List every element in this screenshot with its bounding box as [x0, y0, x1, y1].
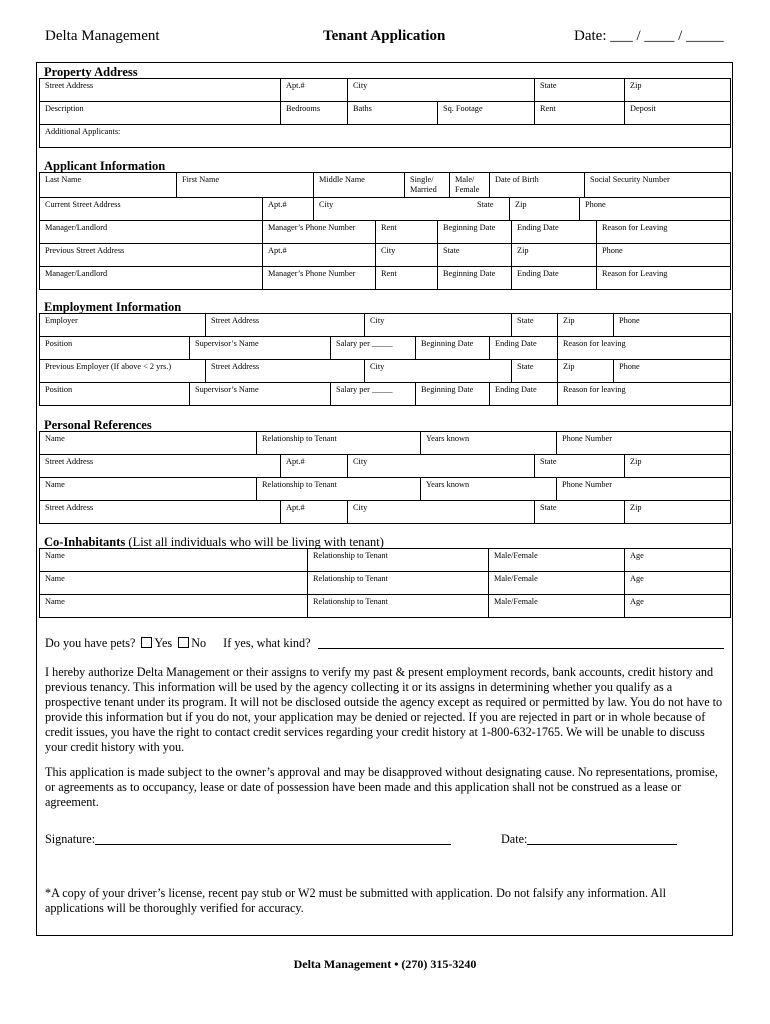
field-gender[interactable]: Male/Female — [488, 549, 624, 571]
field-zip[interactable]: Zip — [624, 501, 730, 523]
section-title-employment: Employment Information — [44, 300, 182, 314]
footer-bullet: • — [394, 957, 399, 971]
form-row — [40, 594, 730, 618]
signature-line — [45, 832, 451, 847]
field-current-street[interactable]: Current Street Address — [45, 200, 121, 209]
form-row — [40, 243, 730, 266]
required-documents-notice: *A copy of your driver’s license, recent pay stub or W2 must be submitted with application. Do not falsify any information. All applications will be thoroughly verified for accuracy. — [45, 886, 666, 915]
field-state[interactable]: State — [511, 314, 557, 336]
field-street-address[interactable]: Street Address — [45, 503, 94, 512]
field-years-known[interactable]: Years known — [420, 432, 556, 454]
field-zip[interactable]: Zip — [511, 244, 596, 266]
footer-company: Delta Management — [293, 957, 392, 971]
field-state[interactable]: State — [437, 244, 511, 266]
field-zip[interactable]: Zip — [624, 455, 730, 477]
section-title-references: Personal References — [44, 418, 152, 432]
field-relationship[interactable]: Relationship to Tenant — [256, 478, 420, 500]
field-apt[interactable]: Apt.# — [280, 501, 347, 523]
field-zip[interactable]: Zip — [557, 314, 613, 336]
authorization-paragraph: I hereby authorize Delta Management or their assigns to verify my past & present employment records, bank accounts, credit history and previous tenancy. This information will be used by the agency collecting it or its assigns in determining whether you qualify as a prospective tenant under its program. It will not be disclosed outside the agency except as required or permitted by law. You do not have to provide this information but if you do not, your application may be denied or rejected. If you are rejected in part or in whole because of credit issues, you have the right to contact credit services regarding your credit history at 1-800-632-1765. We will be unable to discuss your credit history with you. — [45, 665, 723, 754]
field-additional-applicants[interactable]: Additional Applicants: — [45, 127, 121, 136]
pets-question: Do you have pets? — [45, 636, 136, 650]
form-row — [40, 548, 730, 571]
form-row — [40, 101, 730, 124]
field-age[interactable]: Age — [624, 549, 730, 571]
signature-field[interactable] — [95, 844, 451, 845]
section-title-property: Property Address — [44, 65, 138, 79]
field-previous-street[interactable]: Previous Street Address — [45, 246, 125, 255]
company-name: Delta Management — [45, 28, 160, 44]
field-city[interactable]: City — [375, 244, 437, 266]
form-row — [40, 431, 730, 454]
field-position[interactable]: Position — [45, 339, 73, 348]
field-beginning-date[interactable]: Beginning Date — [437, 267, 511, 289]
field-city[interactable]: City — [364, 314, 511, 336]
pets-no-label: No — [191, 636, 207, 650]
field-zip[interactable]: Zip — [509, 198, 579, 220]
field-manager-landlord[interactable]: Manager/Landlord — [45, 269, 108, 278]
field-phone-number[interactable]: Phone Number — [556, 478, 730, 500]
field-phone[interactable]: Phone — [596, 244, 730, 266]
applicant-grid — [39, 172, 731, 290]
field-apt[interactable]: Apt.# — [262, 244, 375, 266]
field-apt[interactable]: Apt.# — [280, 79, 347, 101]
form-row — [40, 336, 730, 359]
form-row — [40, 382, 730, 406]
form-row — [40, 172, 730, 197]
field-name[interactable]: Name — [45, 597, 65, 606]
field-state[interactable]: State — [534, 501, 624, 523]
signature-label: Signature: — [45, 832, 96, 846]
field-name[interactable]: Name — [45, 574, 65, 583]
pets-question-line — [45, 636, 724, 651]
field-marital-status[interactable]: Single/ Married — [404, 173, 449, 197]
field-salary[interactable]: Salary per _____ — [330, 337, 415, 359]
form-row — [40, 220, 730, 243]
field-gender[interactable]: Male/Female — [488, 572, 624, 594]
field-relationship[interactable]: Relationship to Tenant — [256, 432, 420, 454]
field-employer[interactable]: Employer — [45, 316, 78, 325]
field-state[interactable]: State — [534, 455, 624, 477]
field-reason-leaving[interactable]: Reason for Leaving — [596, 221, 730, 243]
field-reason-leaving[interactable]: Reason for Leaving — [596, 267, 730, 289]
field-apt[interactable]: Apt.# — [262, 198, 313, 220]
field-street-address[interactable]: Street Address — [45, 457, 94, 466]
field-reference-name[interactable]: Name — [45, 480, 65, 489]
field-phone[interactable]: Phone — [613, 314, 730, 336]
approval-paragraph: This application is made subject to the owner’s approval and may be disapproved without designating cause. No representations, promise, or agreements as to occupancy, lease or date of possession have been made and this application shall not be construed as a lease or agreement. — [45, 765, 718, 809]
field-baths[interactable]: Baths — [347, 102, 437, 124]
field-gender[interactable]: Male/ Female — [449, 173, 489, 197]
field-deposit[interactable]: Deposit — [624, 102, 730, 124]
field-beginning-date[interactable]: Beginning Date — [415, 337, 489, 359]
field-middle-name[interactable]: Middle Name — [313, 173, 404, 197]
field-date-of-birth[interactable]: Date of Birth — [489, 173, 584, 197]
field-position[interactable]: Position — [45, 385, 73, 394]
form-row — [40, 500, 730, 524]
field-phone[interactable]: Phone — [579, 198, 730, 220]
field-state[interactable]: State — [511, 360, 557, 382]
field-city[interactable]: City — [347, 455, 534, 477]
field-phone-number[interactable]: Phone Number — [556, 432, 730, 454]
field-gender[interactable]: Male/Female — [488, 595, 624, 617]
form-row — [40, 197, 730, 220]
form-row — [40, 266, 730, 290]
signature-date-label: Date: — [501, 832, 528, 846]
footer-phone: (270) 315-3240 — [401, 957, 477, 971]
form-row — [40, 359, 730, 382]
field-supervisor-name[interactable]: Supervisor’s Name — [189, 337, 330, 359]
section-title-applicant: Applicant Information — [44, 159, 166, 173]
field-city[interactable]: City — [347, 79, 534, 101]
header-date-field[interactable]: Date: ___ / ____ / _____ — [574, 28, 724, 44]
field-city[interactable]: City — [364, 360, 511, 382]
field-last-name[interactable]: Last Name — [45, 175, 82, 184]
field-years-known[interactable]: Years known — [420, 478, 556, 500]
form-row — [40, 124, 730, 148]
field-reason-leaving[interactable]: Reason for leaving — [557, 383, 730, 405]
employment-grid — [39, 313, 731, 406]
field-relationship[interactable]: Relationship to Tenant — [307, 595, 488, 617]
pets-no-checkbox[interactable] — [178, 637, 189, 648]
field-city[interactable]: City — [347, 501, 534, 523]
page-footer — [0, 957, 770, 972]
field-previous-employer[interactable]: Previous Employer (If above < 2 yrs.) — [45, 362, 172, 371]
field-salary[interactable]: Salary per _____ — [330, 383, 415, 405]
field-street-address[interactable]: Street Address — [205, 314, 364, 336]
field-first-name[interactable]: First Name — [176, 173, 313, 197]
field-ssn[interactable]: Social Security Number — [584, 173, 730, 197]
field-city[interactable]: City — [313, 198, 472, 220]
form-title: Tenant Application — [323, 28, 446, 44]
field-phone[interactable]: Phone — [613, 360, 730, 382]
field-street-address[interactable]: Street Address — [205, 360, 364, 382]
field-state[interactable]: State — [534, 79, 624, 101]
coinhabitants-grid — [39, 548, 731, 618]
field-age[interactable]: Age — [624, 595, 730, 617]
field-name[interactable]: Name — [45, 551, 65, 560]
pets-yes-checkbox[interactable] — [141, 637, 152, 648]
form-row — [40, 78, 730, 101]
field-street-address[interactable]: Street Address — [45, 81, 94, 90]
field-relationship[interactable]: Relationship to Tenant — [307, 572, 488, 594]
field-ending-date[interactable]: Ending Date — [511, 221, 596, 243]
form-row — [40, 313, 730, 336]
pets-kind-field[interactable] — [318, 648, 724, 649]
field-ending-date[interactable]: Ending Date — [511, 267, 596, 289]
field-reason-leaving[interactable]: Reason for leaving — [557, 337, 730, 359]
pets-yes-label: Yes — [154, 636, 173, 650]
field-manager-landlord[interactable]: Manager/Landlord — [45, 223, 108, 232]
field-beginning-date[interactable]: Beginning Date — [437, 221, 511, 243]
field-supervisor-name[interactable]: Supervisor’s Name — [189, 383, 330, 405]
form-row — [40, 571, 730, 594]
field-ending-date[interactable]: Ending Date — [489, 383, 557, 405]
form-row — [40, 454, 730, 477]
field-zip[interactable]: Zip — [557, 360, 613, 382]
signature-date-line — [501, 832, 677, 847]
field-reference-name[interactable]: Name — [45, 434, 65, 443]
property-grid — [39, 78, 731, 148]
coinhabitants-title: Co-Inhabitants — [44, 535, 126, 549]
field-sq-footage[interactable]: Sq. Footage — [437, 102, 534, 124]
field-apt[interactable]: Apt.# — [280, 455, 347, 477]
field-age[interactable]: Age — [624, 572, 730, 594]
field-rent[interactable]: Rent — [375, 221, 437, 243]
field-ending-date[interactable]: Ending Date — [489, 337, 557, 359]
field-rent[interactable]: Rent — [534, 102, 624, 124]
coinhabitants-note: (List all individuals who will be living with tenant) — [125, 535, 384, 549]
pets-kind-label: If yes, what kind? — [223, 636, 311, 650]
field-manager-phone[interactable]: Manager’s Phone Number — [262, 221, 375, 243]
field-relationship[interactable]: Relationship to Tenant — [307, 549, 488, 571]
field-state[interactable]: State — [477, 200, 494, 209]
field-description[interactable]: Description — [45, 104, 84, 113]
references-grid — [39, 431, 731, 524]
field-bedrooms[interactable]: Bedrooms — [280, 102, 347, 124]
form-row — [40, 477, 730, 500]
field-rent[interactable]: Rent — [375, 267, 437, 289]
field-zip[interactable]: Zip — [624, 79, 730, 101]
field-beginning-date[interactable]: Beginning Date — [415, 383, 489, 405]
field-manager-phone[interactable]: Manager’s Phone Number — [262, 267, 375, 289]
signature-date-field[interactable] — [527, 844, 677, 845]
